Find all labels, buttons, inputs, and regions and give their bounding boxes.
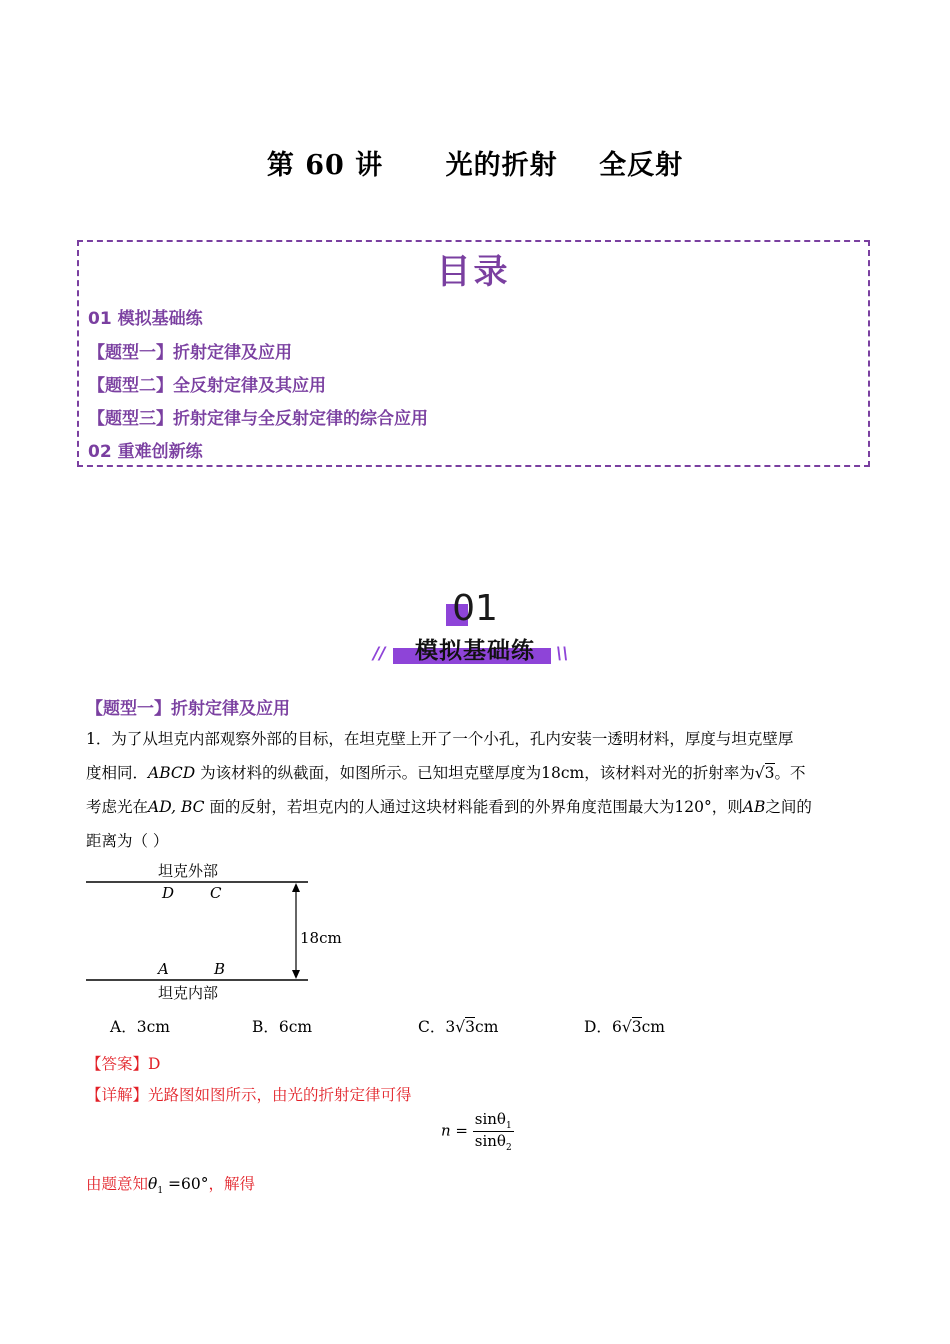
question-category: 【题型一】折射定律及应用 <box>86 699 290 719</box>
point-c-label: C <box>210 884 222 902</box>
option-a[interactable]: A．3cm <box>110 1018 170 1036</box>
point-b-label: B <box>214 960 226 978</box>
question-line-4: 距离为（ ） <box>86 832 169 850</box>
section-right-decoration: \\ <box>556 644 569 664</box>
sqrt-symbol: √ <box>754 764 765 782</box>
thickness-label: 18cm <box>300 929 342 947</box>
thickness-arrow-bottom <box>292 970 300 979</box>
answer-line: 【答案】D <box>86 1055 161 1073</box>
point-a-label: A <box>158 960 169 978</box>
given-line: 由题意知$\theta_1 =60^\circ$，解得 <box>86 1175 255 1197</box>
section-number: 01 <box>452 588 498 629</box>
outside-label: 坦克外部 <box>158 862 219 880</box>
toc-item-type2[interactable]: 【题型二】全反射定律及其应用 <box>88 376 326 396</box>
section-left-decoration: // <box>373 644 386 664</box>
toc-item-type3[interactable]: 【题型三】折射定律与全反射定律的综合应用 <box>88 409 428 429</box>
toc-item-02[interactable]: 02 重难创新练 <box>88 442 203 462</box>
option-d[interactable]: D．6√3cm <box>584 1018 665 1036</box>
option-c[interactable]: C．3√3cm <box>418 1018 499 1036</box>
question-line-2: 度相同．ABCD 为该材料的纵截面，如图所示。已知坦克壁厚度为18cm，该材料对光的折射率为√3。不 <box>86 764 806 782</box>
inside-label: 坦克内部 <box>158 984 219 1002</box>
thickness-arrow-top <box>292 883 300 892</box>
option-b[interactable]: B．6cm <box>252 1018 313 1036</box>
toc-heading: 目录 <box>436 252 511 292</box>
section-title: 模拟基础练 <box>415 638 535 664</box>
page-title: 第 60 讲 光的折射 全反射 <box>266 150 684 181</box>
table-of-contents <box>77 240 870 467</box>
refraction-formula: n = $\frac{\sin\theta_1}{\sin\theta_2}$ <box>441 1110 512 1153</box>
toc-item-type1[interactable]: 【题型一】折射定律及应用 <box>88 343 292 363</box>
detail-line: 【详解】光路图如图所示，由光的折射定律可得 <box>86 1086 412 1104</box>
question-line-1: 1．为了从坦克内部观察外部的目标，在坦克壁上开了一个小孔，孔内安装一透明材料，厚度与坦克壁厚 <box>86 730 794 748</box>
point-d-label: D <box>162 884 175 902</box>
question-line-3: 考虑光在AD, BC 面的反射，若坦克内的人通过这块材料能看到的外界角度范围最大为120°，则AB之间的 <box>86 798 812 816</box>
toc-item-01[interactable]: 01 模拟基础练 <box>88 309 203 329</box>
